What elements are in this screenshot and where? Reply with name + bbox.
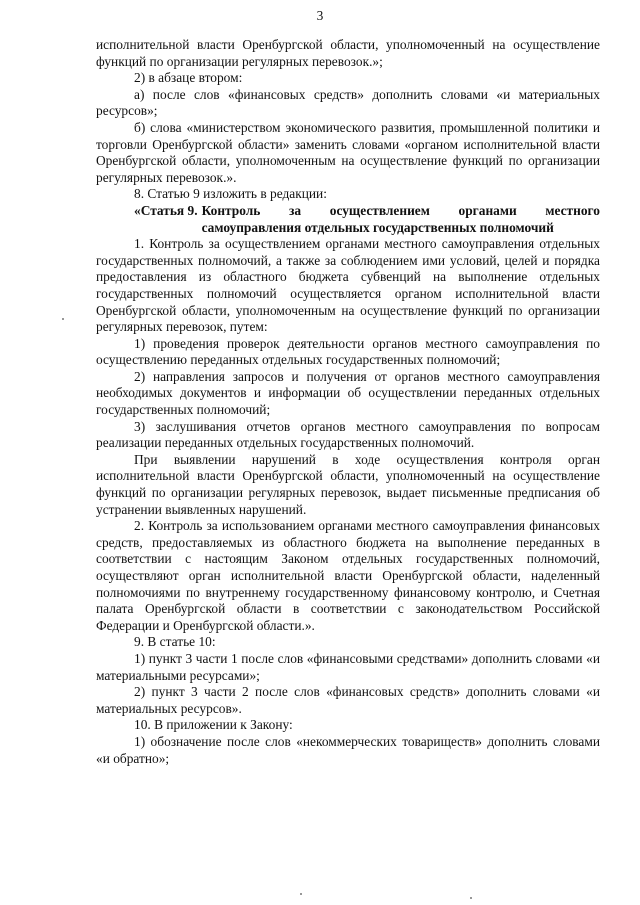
article-heading-lead: «Статья 9. xyxy=(134,202,198,218)
article-subitem-2: 2) направления запросов и получения от органов местного самоуправления необходимых документов и информации об осуществлении переданных отдельных государственных полномочий; xyxy=(96,368,600,418)
article-paragraph-2: 2. Контроль за использованием органами местного самоуправления финансовых средств, предоставляемых из областного бюджета на выполнение переданных в соответствии с настоящим Законом отдельных государственных полномочий, осуществляют орган исполнительной власти Оренбургской области, наделенный полномочиями по внутреннему государственному финансовому контролю, и Счетная палата Оренбургской области в соответствии с законодательством Российской Федерации и Оренбургской области.». xyxy=(96,518,600,633)
article-paragraph-1: 1. Контроль за осуществлением органами местного самоуправления отдельных государственных полномочий, а также за соблюдением ими условий, целей и порядка предоставления из областного бюджета субвенций на выполнение отдельных государственных полномочий осуществляется органом исполнительной власти Оренбургской области, уполномоченным на осуществление функций по организации регулярных перевозок, путем: xyxy=(96,236,600,335)
paragraph-item-9-1: 1) пункт 3 части 1 после слов «финансовыми средствами» дополнить словами «и материальными ресурсами»; xyxy=(96,650,600,683)
article-heading xyxy=(96,203,600,236)
article-subitem-3: 3) заслушивания отчетов органов местного самоуправления по вопросам реализации переданных отдельных государственных полномочий. xyxy=(96,418,600,451)
paragraph-continuation: исполнительной власти Оренбургской области, уполномоченный на осуществление функций по организации регулярных перевозок.»; xyxy=(96,37,600,69)
paragraph-item-10-1: 1) обозначение после слов «некоммерческих товариществ» дополнить словами «и обратно»; xyxy=(96,733,600,766)
scan-speck xyxy=(470,897,472,899)
document-body xyxy=(96,37,600,767)
article-violations-paragraph: При выявлении нарушений в ходе осуществления контроля орган исполнительной власти Оренбургской области, уполномоченный на осуществление функций по организации регулярных перевозок, выдает письменные предписания об устранении выявленных нарушений. xyxy=(96,451,600,517)
paragraph-item-b: б) слова «министерством экономического развития, промышленной политики и торговли Оренбургской области» заменить словами «органом исполнительной власти Оренбургской области, уполномоченным на осуществление функций по организации регулярных перевозок.». xyxy=(96,119,600,185)
scan-speck xyxy=(62,318,64,320)
paragraph-item-a: а) после слов «финансовых средств» дополнить словами «и материальных ресурсов»; xyxy=(96,86,600,119)
paragraph-item-2: 2) в абзаце втором: xyxy=(134,70,243,86)
paragraph-item-9-2: 2) пункт 3 части 2 после слов «финансовых средств» дополнить словами «и материальных ресурсов». xyxy=(96,684,600,716)
paragraph-item-9: 9. В статье 10: xyxy=(134,634,216,650)
paragraph-item-8: 8. Статью 9 изложить в редакции: xyxy=(134,186,327,202)
page-number: 3 xyxy=(316,8,324,23)
article-heading-title: Контроль за осуществлением органами местного самоуправления отдельных государственных полномочий xyxy=(201,202,600,235)
paragraph-item-10: 10. В приложении к Закону: xyxy=(134,717,293,733)
scan-speck xyxy=(300,893,302,895)
article-subitem-1: 1) проведения проверок деятельности органов местного самоуправления по осуществлению переданных отдельных государственных полномочий; xyxy=(96,335,600,368)
